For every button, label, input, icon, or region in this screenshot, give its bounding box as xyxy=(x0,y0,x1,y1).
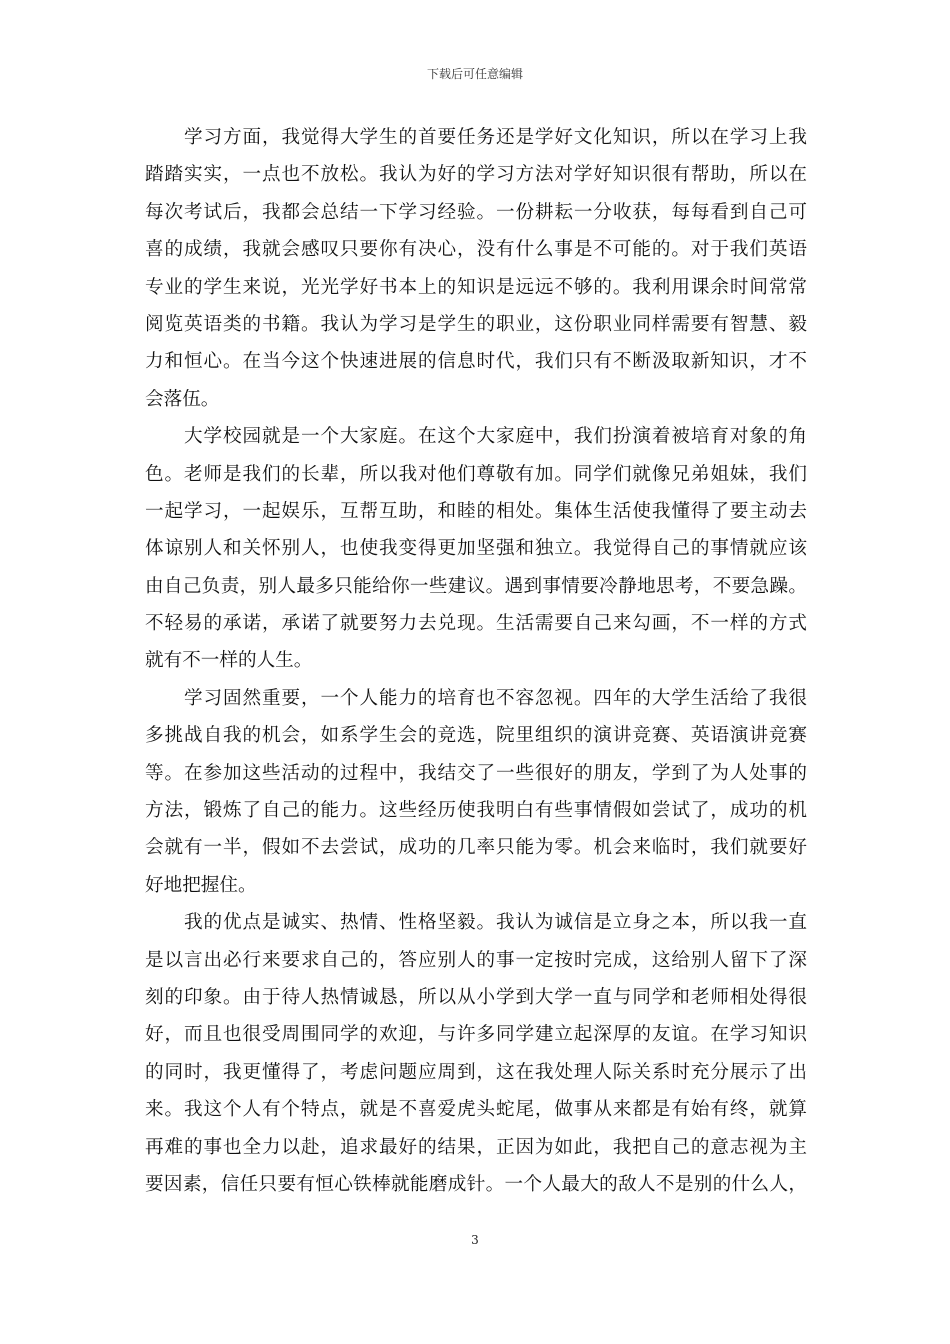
text-line: 由自己负责，别人最多只能给你一些建议。遇到事情要冷静地思考，不要急躁。 xyxy=(145,575,807,597)
text-line: 好，而且也很受周围同学的欢迎，与许多同学建立起深厚的友谊。在学习知识 xyxy=(145,1024,807,1046)
page-number: 3 xyxy=(471,1233,479,1247)
text-line: 喜的成绩，我就会感叹只要你有决心，没有什么事是不可能的。对于我们英语 xyxy=(145,239,807,261)
text-line: 会落伍。 xyxy=(145,388,220,410)
text-line: 方法，锻炼了自己的能力。这些经历使我明白有些事情假如尝试了，成功的机 xyxy=(145,800,807,822)
text-line: 每次考试后，我都会总结一下学习经验。一份耕耘一分收获，每每看到自己可 xyxy=(145,201,807,223)
text-line: 专业的学生来说，光光学好书本上的知识是远远不够的。我利用课余时间常常 xyxy=(145,276,807,298)
text-line: 刻的印象。由于待人热情诚恳，所以从小学到大学一直与同学和老师相处得很 xyxy=(145,986,807,1008)
text-line: 一起学习，一起娱乐，互帮互助，和睦的相处。集体生活使我懂得了要主动去 xyxy=(145,500,807,522)
text-line: 就有不一样的人生。 xyxy=(145,650,313,672)
text-line: 会就有一半，假如不去尝试，成功的几率只能为零。机会来临时，我们就要好 xyxy=(145,837,807,859)
page-header: 下载后可任意编辑 xyxy=(426,67,523,81)
text-line: 力和恒心。在当今这个快速进展的信息时代，我们只有不断汲取新知识，才不 xyxy=(145,351,807,373)
text-line: 来。我这个人有个特点，就是不喜爱虎头蛇尾，做事从来都是有始有终，就算 xyxy=(145,1099,807,1121)
text-line: 学习固然重要，一个人能力的培育也不容忽视。四年的大学生活给了我很 xyxy=(145,687,807,709)
text-line: 的同时，我更懂得了，考虑问题应周到，这在我处理人际关系时充分展示了出 xyxy=(145,1061,807,1083)
text-line: 踏踏实实，一点也不放松。我认为好的学习方法对学好知识很有帮助，所以在 xyxy=(145,164,807,186)
text-line: 大学校园就是一个大家庭。在这个大家庭中，我们扮演着被培育对象的角 xyxy=(145,426,807,448)
text-line: 等。在参加这些活动的过程中，我结交了一些很好的朋友，学到了为人处事的 xyxy=(145,762,807,784)
text-line: 学习方面，我觉得大学生的首要任务还是学好文化知识，所以在学习上我 xyxy=(145,127,807,148)
text-line: 再难的事也全力以赴，追求最好的结果，正因为如此，我把自己的意志视为主 xyxy=(145,1136,807,1158)
text-line: 好地把握住。 xyxy=(145,874,257,896)
text-line: 体谅别人和关怀别人，也使我变得更加坚强和独立。我觉得自己的事情就应该 xyxy=(145,538,807,560)
text-line: 多挑战自我的机会，如系学生会的竞选，院里组织的演讲竞赛、英语演讲竞赛 xyxy=(145,725,807,747)
text-line: 阅览英语类的书籍。我认为学习是学生的职业，这份职业同样需要有智慧、毅 xyxy=(145,313,807,335)
document-body xyxy=(145,119,807,1203)
text-line: 不轻易的承诺，承诺了就要努力去兑现。生活需要自己来勾画，不一样的方式 xyxy=(145,613,807,635)
text-line: 我的优点是诚实、热情、性格坚毅。我认为诚信是立身之本，所以我一直 xyxy=(145,912,807,934)
text-line: 色。老师是我们的长辈，所以我对他们尊敬有加。同学们就像兄弟姐妹，我们 xyxy=(145,463,807,485)
text-line: 是以言出必行来要求自己的，答应别人的事一定按时完成，这给别人留下了深 xyxy=(145,949,807,971)
text-line: 要因素，信任只要有恒心铁棒就能磨成针。一个人最大的敌人不是别的什么人， xyxy=(145,1173,807,1195)
